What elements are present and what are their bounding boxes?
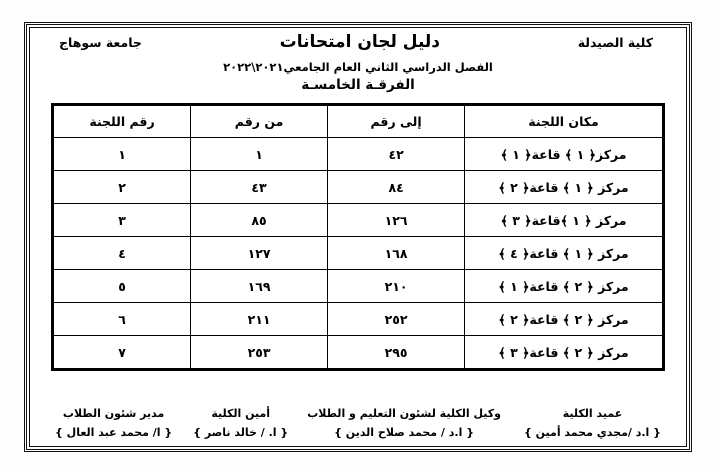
- committees-table: [53, 105, 663, 369]
- cell-from-number: ١٦٩: [191, 270, 328, 303]
- column-header-to-number: إلى رقم: [328, 106, 465, 138]
- table-head: [54, 106, 663, 138]
- table-row: [54, 270, 663, 303]
- cell-committee-no: ٧: [54, 336, 191, 369]
- cell-to-number: ٢٩٥: [328, 336, 465, 369]
- column-header-committee-no: رقم اللجنة: [54, 106, 191, 138]
- column-header-place: مكان اللجنة: [465, 106, 663, 138]
- signature-vice-dean-title: وكيل الكلية لشئون التعليم و الطلاب: [307, 407, 501, 420]
- cell-committee-no: ٢: [54, 171, 191, 204]
- signature-secretary-title: أمين الكلية: [211, 407, 271, 420]
- cell-to-number: ٨٤: [328, 171, 465, 204]
- page-border-frame: [24, 22, 692, 452]
- table-row: [54, 237, 663, 270]
- column-header-from-number: من رقم: [191, 106, 328, 138]
- signature-dean-title: عميد الكلية: [562, 407, 623, 420]
- page-title: دليل لجان امتحانات: [279, 32, 440, 52]
- year-level-label: الفرقـة الخامسـة: [301, 77, 415, 93]
- faculty-name: كلية الصيدلة: [577, 35, 653, 50]
- signatures-row: [41, 406, 675, 441]
- signature-student-affairs-director: [55, 406, 172, 441]
- cell-from-number: ١٢٧: [191, 237, 328, 270]
- document-header: [41, 31, 675, 57]
- cell-committee-no: ٥: [54, 270, 191, 303]
- cell-committee-no: ١: [54, 138, 191, 171]
- cell-place: مركز ﴿ ١ ﴾ قاعة﴿ ٤ ﴾: [465, 237, 663, 270]
- signature-secretary-name: { ا. / خالد ناصر }: [193, 426, 289, 439]
- cell-committee-no: ٦: [54, 303, 191, 336]
- signature-dean: [524, 406, 661, 441]
- cell-to-number: ٤٢: [328, 138, 465, 171]
- cell-committee-no: ٣: [54, 204, 191, 237]
- table-row: [54, 171, 663, 204]
- cell-place: مركز ﴿ ١ ﴾قاعة﴿ ٣ ﴾: [465, 204, 663, 237]
- signature-dean-name: { ا.د /مجدي محمد أمين }: [523, 426, 661, 439]
- cell-committee-no: ٤: [54, 237, 191, 270]
- document-subtitle-block: [41, 59, 675, 95]
- cell-place: مركز ﴿ ٢ ﴾ قاعة﴿ ١ ﴾: [465, 270, 663, 303]
- signature-secretary: [193, 406, 288, 441]
- cell-from-number: ٢٥٣: [191, 336, 328, 369]
- table-body: [54, 138, 663, 369]
- academic-term-line: الفصل الدراسي الثاني العام الجامعي٢٠٢١\٢٠٢٢: [223, 60, 493, 74]
- cell-to-number: ٢٥٢: [328, 303, 465, 336]
- cell-place: مركز ﴿ ٢ ﴾ قاعة﴿ ٢ ﴾: [465, 303, 663, 336]
- cell-from-number: ٢١١: [191, 303, 328, 336]
- cell-from-number: ٨٥: [191, 204, 328, 237]
- cell-from-number: ١: [191, 138, 328, 171]
- cell-place: مركز ﴿ ١ ﴾ قاعة﴿ ٢ ﴾: [465, 171, 663, 204]
- cell-place: مركز ﴿ ٢ ﴾ قاعة﴿ ٣ ﴾: [465, 336, 663, 369]
- signature-vice-dean-name: { ا.د / محمد صلاح الدين }: [334, 426, 475, 439]
- signature-student-affairs-director-name: { ا/ محمد عبد العال }: [55, 426, 173, 439]
- cell-place: مركز﴿ ١ ﴾ قاعة﴿ ١ ﴾: [465, 138, 663, 171]
- table-row: [54, 336, 663, 369]
- table-row: [54, 303, 663, 336]
- signatures-footer: [27, 406, 689, 441]
- signature-vice-dean: [307, 406, 501, 441]
- university-name: جامعة سوهاج: [59, 35, 142, 50]
- cell-to-number: ١٦٨: [328, 237, 465, 270]
- table-header-row: [54, 106, 663, 138]
- cell-to-number: ٢١٠: [328, 270, 465, 303]
- cell-to-number: ١٢٦: [328, 204, 465, 237]
- table-row: [54, 204, 663, 237]
- cell-from-number: ٤٣: [191, 171, 328, 204]
- committees-table-container: [51, 103, 665, 371]
- table-row: [54, 138, 663, 171]
- signature-student-affairs-director-title: مدير شئون الطلاب: [62, 407, 165, 420]
- page-content: [27, 25, 689, 449]
